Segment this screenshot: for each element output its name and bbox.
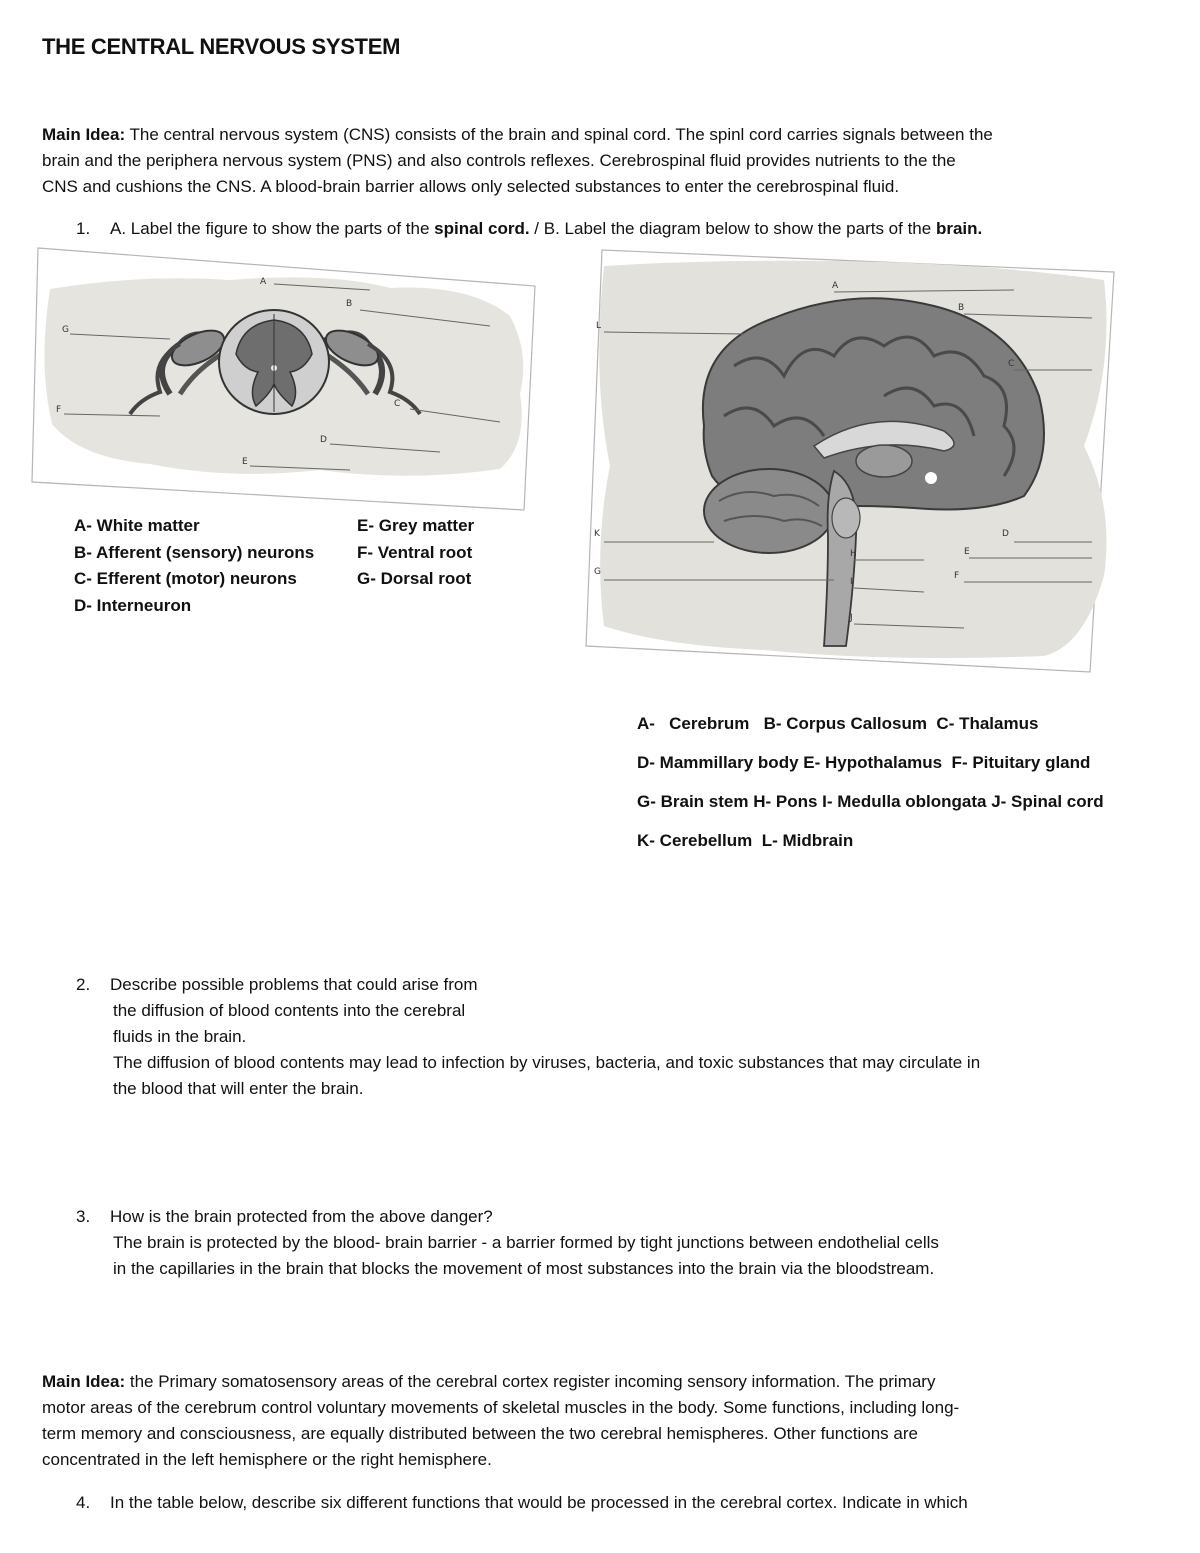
spinal-key-right xyxy=(357,513,474,593)
question-4-text: In the table below, describe six different functions that would be processed in the cerebral cortex. Indicate in which xyxy=(110,1493,968,1512)
question-1-part-a: A. Label the figure to show the parts of the xyxy=(110,219,435,238)
spinal-label-c: C xyxy=(394,399,401,409)
spinal-label-f: F xyxy=(56,405,62,415)
question-2-line-1: Describe possible problems that could arise from xyxy=(110,975,478,994)
spinal-cord-illustration xyxy=(30,244,540,516)
spinal-key-item: D- Interneuron xyxy=(74,595,192,615)
spinal-cord-figure xyxy=(30,244,540,516)
question-1-number: 1. xyxy=(76,219,91,238)
brain-label-c: C xyxy=(1008,359,1015,369)
spinal-label-d: D xyxy=(320,435,327,445)
page-title: THE CENTRAL NERVOUS SYSTEM xyxy=(42,34,401,59)
spinal-label-e: E xyxy=(242,457,248,467)
brain-label-k: K xyxy=(594,529,600,539)
question-2-answer-2: the blood that will enter the brain. xyxy=(113,1079,364,1098)
spinal-key-item: E- Grey matter xyxy=(357,516,475,535)
spinal-key-item: C- Efferent (motor) neurons xyxy=(74,569,297,588)
brain-key-line: A- Cerebrum B- Corpus Callosum C- Thalamus xyxy=(637,714,1039,733)
question-3 xyxy=(76,1204,1176,1282)
main-idea-2-line-1: the Primary somatosensory areas of the cerebral cortex register incoming sensory information. The primary xyxy=(125,1372,936,1391)
main-idea-label: Main Idea: xyxy=(42,1372,126,1391)
question-3-number: 3. xyxy=(76,1207,91,1226)
question-2-answer-1: The diffusion of blood contents may lead to infection by viruses, bacteria, and toxic substances that may circulate in xyxy=(113,1053,981,1072)
brain-key-line: D- Mammillary body E- Hypothalamus F- Pituitary gland xyxy=(637,753,1091,772)
main-idea-2-line-2: motor areas of the cerebrum control voluntary movements of skeletal muscles in the body. Some functions, including long- xyxy=(42,1398,960,1417)
brain-label-d: D xyxy=(1002,529,1009,539)
brain-key-line: K- Cerebellum L- Midbrain xyxy=(637,831,854,850)
main-idea-1 xyxy=(42,122,1162,200)
brain-label-j: J xyxy=(850,613,853,623)
main-idea-label: Main Idea: xyxy=(42,125,126,144)
brain-label-h: H xyxy=(850,549,857,559)
main-idea-1-line-3: CNS and cushions the CNS. A blood-brain barrier allows only selected substances to enter the cerebrospinal fluid. xyxy=(42,177,900,196)
question-1-part-b: / B. Label the diagram below to show the parts of the xyxy=(529,219,936,238)
question-4-number: 4. xyxy=(76,1493,91,1512)
spinal-key-item: F- Ventral root xyxy=(357,542,473,562)
main-idea-1-line-1: The central nervous system (CNS) consists of the brain and spinal cord. The spinl cord carries signals between the xyxy=(125,125,993,144)
question-3-answer-2: in the capillaries in the brain that blocks the movement of most substances into the brain via the bloodstream. xyxy=(113,1259,935,1278)
brain-label-a: A xyxy=(832,281,839,291)
spinal-key-item: B- Afferent (sensory) neurons xyxy=(74,542,315,562)
question-1 xyxy=(76,216,1176,242)
spinal-label-a: A xyxy=(260,277,267,287)
brain-label-f: F xyxy=(954,571,960,581)
brain-label-l: L xyxy=(596,321,602,331)
brain-figure xyxy=(584,246,1124,676)
question-3-answer-1: The brain is protected by the blood- brain barrier - a barrier formed by tight junctions between endothelial cells xyxy=(113,1233,939,1252)
question-4 xyxy=(76,1490,1186,1516)
main-idea-2-line-3: term memory and consciousness, are equally distributed between the two cerebral hemispheres. Other functions are xyxy=(42,1424,918,1443)
question-2-number: 2. xyxy=(76,975,91,994)
main-idea-2 xyxy=(42,1369,1162,1473)
main-idea-1-line-2: brain and the periphera nervous system (PNS) and also controls reflexes. Cerebrospinal fluid provides nutrients to the the xyxy=(42,151,956,170)
main-idea-2-line-4: concentrated in the left hemisphere or the right hemisphere. xyxy=(42,1450,492,1469)
spinal-label-b: B xyxy=(346,299,353,309)
spinal-key-left xyxy=(74,513,314,619)
question-1-spinal: spinal cord. xyxy=(434,219,530,238)
spinal-key-item: G- Dorsal root xyxy=(357,569,472,588)
question-2 xyxy=(76,972,1176,1102)
brain-illustration xyxy=(584,246,1124,676)
brain-label-i: I xyxy=(850,577,853,587)
question-1-brain: brain. xyxy=(935,219,983,238)
spinal-label-g: G xyxy=(62,325,69,335)
brain-key xyxy=(637,704,1104,860)
brain-key-line: G- Brain stem H- Pons I- Medulla oblongata J- Spinal cord xyxy=(637,792,1104,811)
question-2-line-2: the diffusion of blood contents into the cerebral xyxy=(113,1001,466,1020)
brain-label-b: B xyxy=(958,303,965,313)
brain-label-e: E xyxy=(964,547,970,557)
brain-label-g: G xyxy=(594,567,601,577)
question-3-text: How is the brain protected from the above danger? xyxy=(110,1207,493,1226)
question-2-line-3: fluids in the brain. xyxy=(113,1027,247,1046)
spinal-key-item: A- White matter xyxy=(74,516,200,535)
